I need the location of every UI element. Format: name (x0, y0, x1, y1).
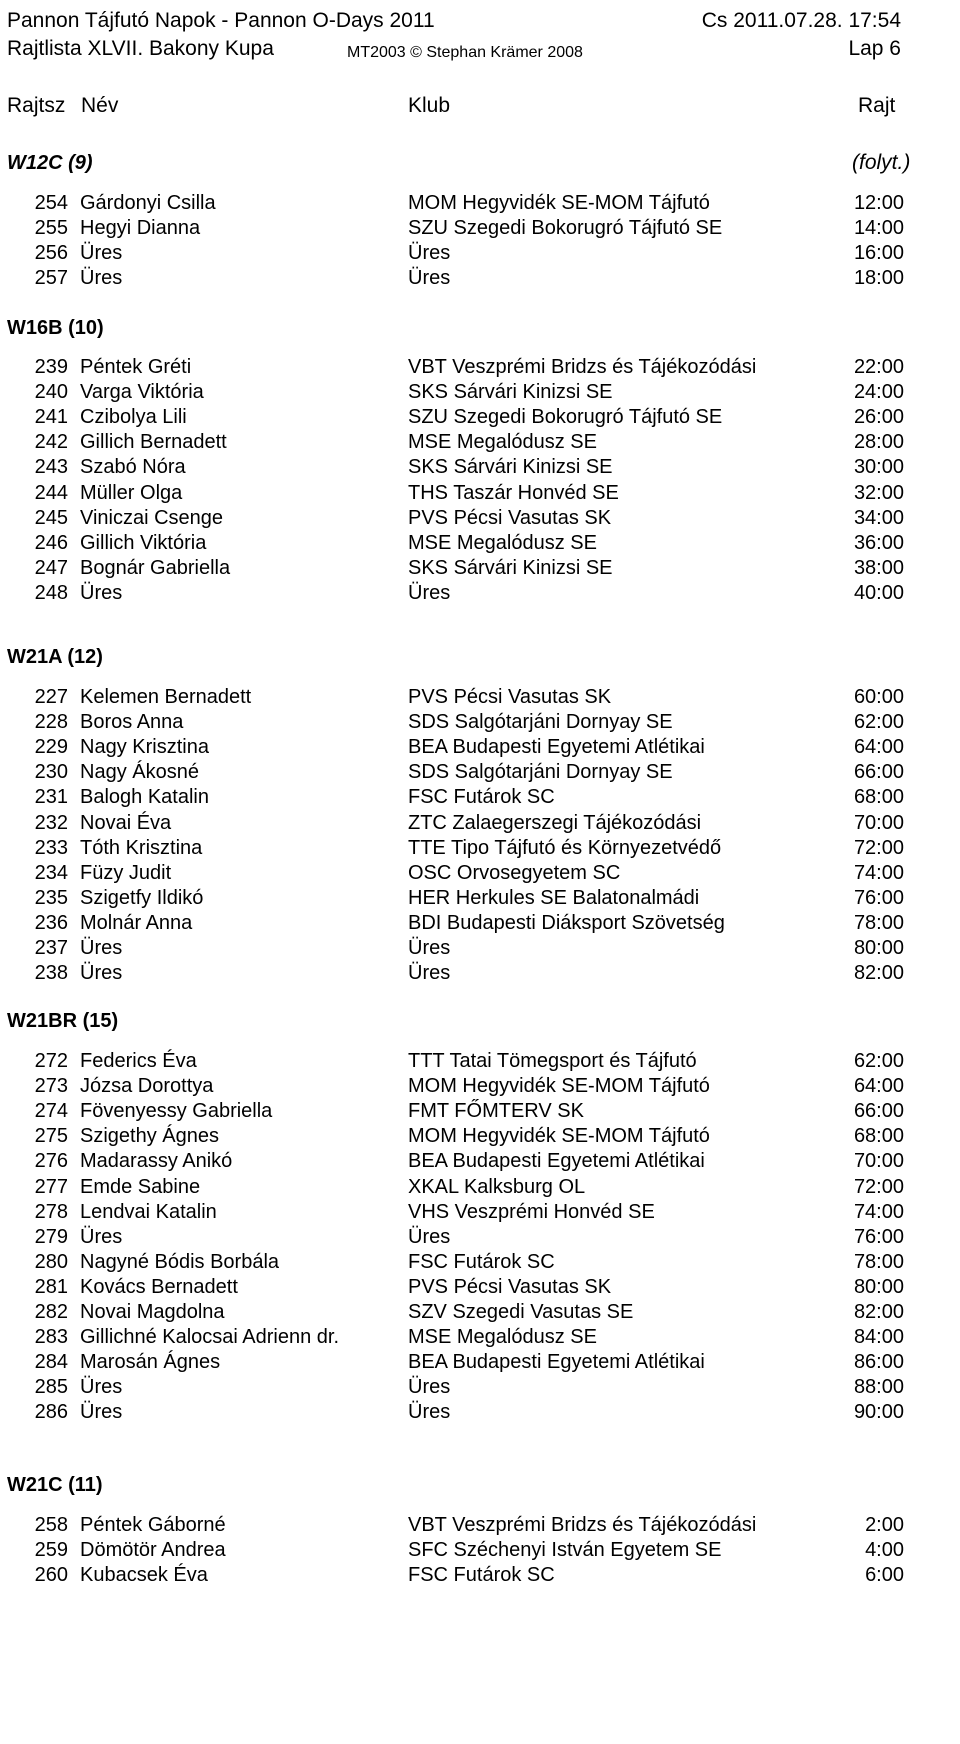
club-name: MSE Megalódusz SE (408, 431, 597, 454)
start-number: 284 (34, 1351, 68, 1374)
start-number: 277 (34, 1175, 68, 1198)
club-name: SDS Salgótarjáni Dornyay SE (408, 761, 673, 784)
start-time: 72:00 (853, 836, 904, 859)
start-number: 234 (34, 861, 68, 884)
column-header-start-time: Rajt (858, 94, 896, 117)
club-name: FSC Futárok SC (408, 1564, 555, 1587)
list-title: Rajtlista XLVII. Bakony Kupa (7, 37, 274, 60)
start-time: 40:00 (853, 581, 904, 604)
start-time: 12:00 (853, 192, 904, 214)
start-number: 275 (34, 1125, 68, 1148)
start-time: 78:00 (853, 911, 904, 934)
table-row (0, 836, 960, 863)
table-row (0, 685, 960, 712)
competitor-name: Müller Olga (80, 481, 183, 504)
print-datetime: Cs 2011.07.28. 17:54 (701, 9, 901, 32)
table-row (0, 531, 960, 558)
table-row (0, 1513, 960, 1540)
start-number: 281 (34, 1275, 68, 1298)
start-number: 231 (34, 786, 68, 809)
start-number: 285 (34, 1376, 68, 1399)
competitor-name: Üres (80, 1401, 123, 1424)
start-time: 66:00 (853, 761, 904, 784)
club-name: Üres (408, 937, 451, 959)
table-row (0, 355, 960, 382)
start-time: 28:00 (853, 431, 904, 454)
start-number: 245 (34, 506, 68, 529)
club-name: SKS Sárvári Kinizsi SE (408, 456, 613, 479)
table-row (0, 735, 960, 762)
start-time: 76:00 (853, 1225, 904, 1248)
club-name: FMT FŐMTERV SK (408, 1100, 584, 1123)
competitor-name: Szigetfy Ildikó (80, 886, 204, 909)
competitor-name: Novai Éva (80, 811, 172, 834)
start-number: 286 (34, 1401, 68, 1424)
start-number: 282 (34, 1301, 68, 1323)
club-name: BEA Budapesti Egyetemi Atlétikai (408, 736, 705, 759)
competitor-name: Varga Viktória (80, 381, 204, 404)
table-row (0, 430, 960, 457)
club-name: ZTC Zalaegerszegi Tájékozódási (408, 811, 702, 834)
start-number: 254 (34, 192, 68, 214)
start-number: 273 (34, 1075, 68, 1098)
club-name: SFC Széchenyi István Egyetem SE (408, 1539, 722, 1562)
club-name: BDI Budapesti Diáksport Szövetség (408, 911, 725, 934)
table-row (0, 1300, 960, 1327)
competitor-name: Szabó Nóra (80, 456, 186, 479)
table-row (0, 266, 960, 293)
start-time: 34:00 (853, 506, 904, 529)
competitor-name: Üres (80, 937, 123, 959)
table-row (0, 455, 960, 482)
table-row (0, 861, 960, 888)
table-row (0, 1200, 960, 1227)
club-name: BEA Budapesti Egyetemi Atlétikai (408, 1351, 705, 1374)
competitor-name: Üres (80, 962, 123, 985)
table-row (0, 1175, 960, 1202)
table-row (0, 911, 960, 938)
club-name: SZV Szegedi Vasutas SE (408, 1301, 634, 1323)
start-time: 38:00 (853, 556, 904, 579)
table-row (0, 1149, 960, 1176)
start-time: 64:00 (853, 736, 904, 759)
competitor-name: Marosán Ágnes (80, 1351, 221, 1374)
start-time: 70:00 (853, 1150, 904, 1173)
competitor-name: Szigethy Ágnes (80, 1125, 219, 1148)
competitor-name: Dömötör Andrea (80, 1539, 226, 1562)
start-number: 229 (34, 736, 68, 759)
club-name: TTT Tatai Tömegsport és Tájfutó (408, 1050, 697, 1072)
start-time: 62:00 (853, 1050, 904, 1072)
start-number: 283 (34, 1326, 68, 1349)
table-row (0, 1250, 960, 1277)
start-number: 235 (34, 886, 68, 909)
start-number: 239 (34, 356, 68, 378)
club-name: MSE Megalódusz SE (408, 1326, 597, 1349)
competitor-name: Emde Sabine (80, 1175, 201, 1198)
competitor-name: Üres (80, 267, 123, 290)
competitor-name: Nagyné Bódis Borbála (80, 1250, 280, 1273)
start-time: 66:00 (853, 1100, 904, 1123)
start-number: 259 (34, 1539, 68, 1562)
start-time: 86:00 (853, 1351, 904, 1374)
table-row (0, 380, 960, 407)
start-number: 278 (34, 1200, 68, 1223)
page-number: Lap 6 (848, 37, 901, 60)
table-row (0, 1275, 960, 1302)
table-row (0, 961, 960, 988)
competitor-name: Kelemen Bernadett (80, 686, 252, 708)
software-credit: MT2003 © Stephan Krämer 2008 (347, 44, 583, 61)
start-time: 80:00 (853, 937, 904, 959)
competitor-name: Üres (80, 1225, 123, 1248)
start-time: 70:00 (853, 811, 904, 834)
start-time: 22:00 (853, 356, 904, 378)
club-name: Üres (408, 242, 451, 265)
section-title: W12C (9) (7, 152, 93, 174)
start-time: 18:00 (853, 267, 904, 290)
start-time: 32:00 (853, 481, 904, 504)
club-name: Üres (408, 267, 451, 290)
club-name: VBT Veszprémi Bridzs és Tájékozódási (408, 1514, 757, 1536)
section-title: W16B (10) (7, 317, 104, 339)
start-number: 227 (34, 686, 68, 708)
club-name: XKAL Kalksburg OL (408, 1175, 586, 1198)
start-time: 24:00 (853, 381, 904, 404)
table-row (0, 936, 960, 963)
club-name: Üres (408, 1225, 451, 1248)
start-time: 74:00 (853, 861, 904, 884)
table-row (0, 1375, 960, 1402)
competitor-name: Gillich Viktória (80, 531, 207, 554)
table-row (0, 1350, 960, 1377)
event-title: Pannon Tájfutó Napok - Pannon O-Days 2011 (7, 9, 435, 32)
section-title: W21C (11) (7, 1474, 103, 1496)
start-number: 237 (34, 937, 68, 959)
club-name: Üres (408, 1401, 451, 1424)
start-time: 26:00 (853, 406, 904, 429)
club-name: HER Herkules SE Balatonalmádi (408, 886, 700, 909)
club-name: THS Taszár Honvéd SE (408, 481, 619, 504)
club-name: MOM Hegyvidék SE-MOM Tájfutó (408, 1075, 710, 1098)
club-name: OSC Orvosegyetem SC (408, 861, 621, 884)
table-row (0, 241, 960, 268)
club-name: FSC Futárok SC (408, 1250, 555, 1273)
table-row (0, 811, 960, 838)
start-time: 68:00 (853, 786, 904, 809)
club-name: SDS Salgótarjáni Dornyay SE (408, 711, 673, 734)
table-row (0, 1225, 960, 1252)
club-name: MOM Hegyvidék SE-MOM Tájfutó (408, 1125, 710, 1148)
table-row (0, 1099, 960, 1126)
start-time: 14:00 (853, 217, 904, 240)
start-number: 243 (34, 456, 68, 479)
competitor-name: Viniczai Csenge (80, 506, 224, 529)
start-time: 82:00 (853, 1301, 904, 1323)
start-number: 230 (34, 761, 68, 784)
competitor-name: Gillichné Kalocsai Adrienn dr. (80, 1326, 340, 1349)
competitor-name: Üres (80, 242, 123, 265)
competitor-name: Nagy Ákosné (80, 761, 199, 784)
start-time: 16:00 (853, 242, 904, 265)
column-header-club: Klub (408, 94, 451, 117)
table-row (0, 506, 960, 533)
competitor-name: Molnár Anna (80, 911, 193, 934)
start-number: 256 (34, 242, 68, 265)
table-row (0, 1538, 960, 1565)
start-number: 244 (34, 481, 68, 504)
start-time: 2:00 (865, 1514, 904, 1536)
table-row (0, 1124, 960, 1151)
competitor-name: Józsa Dorottya (80, 1075, 214, 1098)
club-name: SZU Szegedi Bokorugró Tájfutó SE (408, 406, 723, 429)
club-name: Üres (408, 962, 451, 985)
club-name: Üres (408, 1376, 451, 1399)
club-name: FSC Futárok SC (408, 786, 555, 809)
start-time: 78:00 (853, 1250, 904, 1273)
table-row (0, 216, 960, 243)
table-row (0, 760, 960, 787)
table-row (0, 481, 960, 508)
club-name: SZU Szegedi Bokorugró Tájfutó SE (408, 217, 723, 240)
competitor-name: Lendvai Katalin (80, 1200, 217, 1223)
club-name: Üres (408, 581, 451, 604)
start-number: 258 (34, 1514, 68, 1536)
start-time: 72:00 (853, 1175, 904, 1198)
start-number: 233 (34, 836, 68, 859)
start-time: 36:00 (853, 531, 904, 554)
table-row (0, 785, 960, 812)
start-time: 62:00 (853, 711, 904, 734)
section-title: W21A (12) (7, 646, 103, 668)
competitor-name: Füzy Judit (80, 861, 172, 884)
competitor-name: Balogh Katalin (80, 786, 209, 809)
club-name: VBT Veszprémi Bridzs és Tájékozódási (408, 356, 757, 378)
table-row (0, 1563, 960, 1590)
start-time: 82:00 (853, 962, 904, 985)
start-time: 76:00 (853, 886, 904, 909)
competitor-name: Üres (80, 1376, 123, 1399)
column-header-start-number: Rajtsz (7, 94, 66, 117)
club-name: PVS Pécsi Vasutas SK (408, 506, 612, 529)
competitor-name: Hegyi Dianna (80, 217, 201, 240)
start-number: 257 (34, 267, 68, 290)
start-number: 232 (34, 811, 68, 834)
start-time: 60:00 (853, 686, 904, 708)
club-name: SKS Sárvári Kinizsi SE (408, 556, 613, 579)
start-number: 242 (34, 431, 68, 454)
table-row (0, 191, 960, 218)
start-number: 272 (34, 1050, 68, 1072)
start-number: 248 (34, 581, 68, 604)
start-time: 80:00 (853, 1275, 904, 1298)
table-row (0, 1400, 960, 1427)
competitor-name: Tóth Krisztina (80, 836, 203, 859)
competitor-name: Federics Éva (80, 1050, 197, 1072)
column-header-name: Név (81, 94, 119, 117)
start-number: 255 (34, 217, 68, 240)
start-number: 246 (34, 531, 68, 554)
start-time: 6:00 (865, 1564, 904, 1587)
competitor-name: Bognár Gabriella (80, 556, 231, 579)
start-time: 84:00 (853, 1326, 904, 1349)
start-number: 260 (34, 1564, 68, 1587)
table-row (0, 556, 960, 583)
competitor-name: Nagy Krisztina (80, 736, 209, 759)
start-number: 238 (34, 962, 68, 985)
competitor-name: Madarassy Anikó (80, 1150, 233, 1173)
club-name: VHS Veszprémi Honvéd SE (408, 1200, 655, 1223)
start-number: 240 (34, 381, 68, 404)
start-number: 241 (34, 406, 68, 429)
club-name: BEA Budapesti Egyetemi Atlétikai (408, 1150, 705, 1173)
competitor-name: Kubacsek Éva (80, 1564, 208, 1587)
continued-label: (folyt.) (852, 151, 911, 174)
start-time: 74:00 (853, 1200, 904, 1223)
competitor-name: Czibolya Lili (80, 406, 187, 429)
start-number: 274 (34, 1100, 68, 1123)
table-row (0, 1325, 960, 1352)
club-name: MSE Megalódusz SE (408, 531, 597, 554)
table-row (0, 1074, 960, 1101)
start-time: 30:00 (853, 456, 904, 479)
competitor-name: Kovács Bernadett (80, 1275, 238, 1298)
start-number: 236 (34, 911, 68, 934)
club-name: PVS Pécsi Vasutas SK (408, 686, 612, 708)
club-name: TTE Tipo Tájfutó és Környezetvédő (408, 836, 722, 859)
start-number: 228 (34, 711, 68, 734)
competitor-name: Péntek Gréti (80, 356, 192, 378)
competitor-name: Fövenyessy Gabriella (80, 1100, 273, 1123)
start-number: 247 (34, 556, 68, 579)
competitor-name: Gillich Bernadett (80, 431, 227, 454)
start-number: 280 (34, 1250, 68, 1273)
club-name: SKS Sárvári Kinizsi SE (408, 381, 613, 404)
club-name: MOM Hegyvidék SE-MOM Tájfutó (408, 192, 710, 214)
section-title: W21BR (15) (7, 1010, 119, 1032)
table-row (0, 405, 960, 432)
club-name: PVS Pécsi Vasutas SK (408, 1275, 612, 1298)
start-time: 4:00 (865, 1539, 904, 1562)
table-row (0, 1049, 960, 1076)
competitor-name: Boros Anna (80, 711, 184, 734)
table-row (0, 581, 960, 608)
competitor-name: Péntek Gáborné (80, 1514, 226, 1536)
start-time: 90:00 (853, 1401, 904, 1424)
start-time: 88:00 (853, 1376, 904, 1399)
start-number: 276 (34, 1150, 68, 1173)
table-row (0, 886, 960, 913)
start-time: 68:00 (853, 1125, 904, 1148)
start-time: 64:00 (853, 1075, 904, 1098)
table-row (0, 710, 960, 737)
competitor-name: Üres (80, 581, 123, 604)
competitor-name: Gárdonyi Csilla (80, 192, 216, 214)
start-number: 279 (34, 1225, 68, 1248)
competitor-name: Novai Magdolna (80, 1301, 225, 1323)
